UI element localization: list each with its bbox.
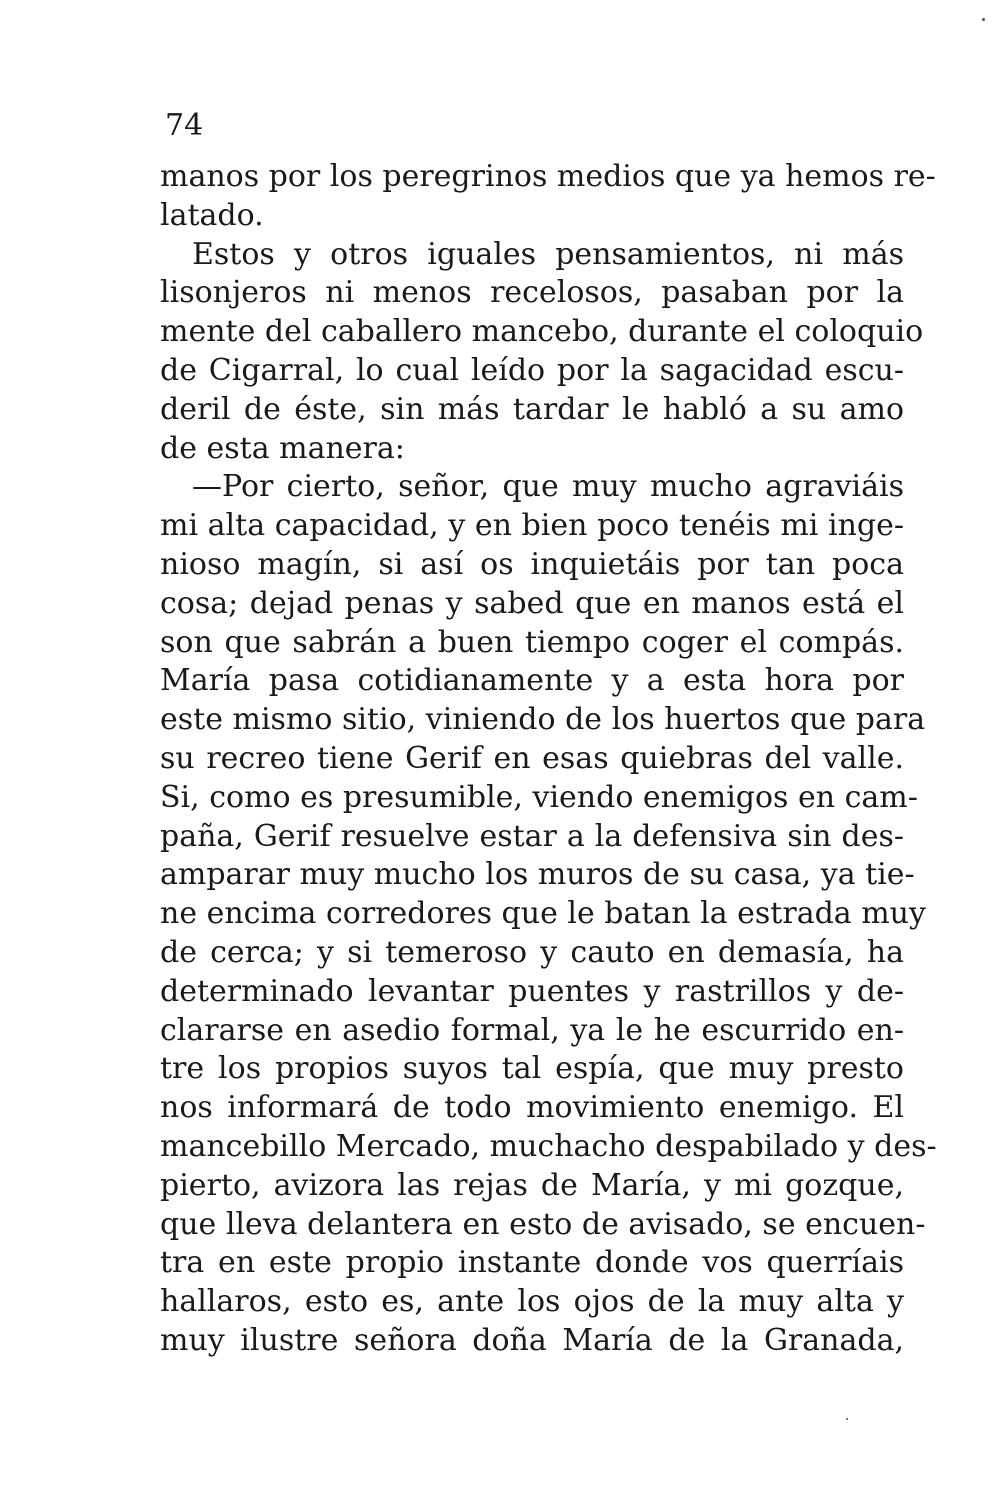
- text-line: mente del caballero mancebo, durante el coloquio: [160, 314, 924, 350]
- text-line: clararse en asedio formal, ya le he escurrido en-: [160, 1012, 904, 1048]
- text-line: latado.: [160, 197, 264, 233]
- paragraph-start-line: —Por cierto, señor, que muy mucho agraviáis: [192, 469, 904, 505]
- text-line: cosa; dejad penas y sabed que en manos está el: [160, 585, 904, 621]
- text-line: Si, como es presumible, viendo enemigos en cam-: [160, 779, 918, 815]
- text-line: de cerca; y si temeroso y cauto en demasía, ha: [160, 934, 904, 970]
- text-line: son que sabrán a buen tiempo coger el compás.: [160, 624, 904, 660]
- text-line: de Cigarral, lo cual leído por la sagacidad escu-: [160, 352, 904, 388]
- paragraph-start-line: Estos y otros iguales pensamientos, ni más: [192, 236, 904, 272]
- text-line: su recreo tiene Gerif en esas quiebras del valle.: [160, 740, 904, 776]
- page-number: 74: [165, 108, 204, 143]
- text-line: manos por los peregrinos medios que ya hemos re-: [160, 159, 936, 194]
- text-line: tra en este propio instante donde vos querríais: [160, 1245, 904, 1281]
- body-text: [160, 158, 937, 1361]
- text-line: nioso magín, si así os inquietáis por tan poca: [160, 546, 904, 582]
- scan-speck: [846, 1418, 848, 1420]
- text-line: deril de éste, sin más tardar le habló a su amo: [160, 391, 904, 427]
- text-line: determinado levantar puentes y rastrillos y de-: [160, 973, 904, 1009]
- text-line: paña, Gerif resuelve estar a la defensiva sin des-: [160, 818, 904, 854]
- text-line: ne encima corredores que le batan la estrada muy: [160, 896, 926, 932]
- text-line: de esta manera:: [160, 430, 405, 466]
- text-line: María pasa cotidianamente y a esta hora por: [160, 663, 904, 699]
- text-line: mi alta capacidad, y en bien poco tenéis mi inge-: [160, 508, 904, 544]
- text-line: que lleva delantera en esto de avisado, se encuen-: [160, 1206, 926, 1242]
- text-line: pierto, avizora las rejas de María, y mi gozque,: [160, 1167, 904, 1203]
- text-line: tre los propios suyos tal espía, que muy presto: [160, 1051, 904, 1087]
- text-line: mancebillo Mercado, muchacho despabilado y des-: [160, 1128, 937, 1164]
- text-line: nos informará de todo movimiento enemigo. El: [160, 1090, 904, 1126]
- text-line: lisonjeros ni menos recelosos, pasaban por la: [160, 275, 904, 311]
- text-line: muy ilustre señora doña María de la Granada,: [160, 1322, 904, 1358]
- text-line: hallaros, esto es, ante los ojos de la muy alta y: [160, 1284, 904, 1320]
- scan-speck: [982, 18, 985, 21]
- text-line: amparar muy mucho los muros de su casa, ya tie-: [160, 857, 915, 893]
- text-line: este mismo sitio, viniendo de los huertos que para: [160, 702, 926, 738]
